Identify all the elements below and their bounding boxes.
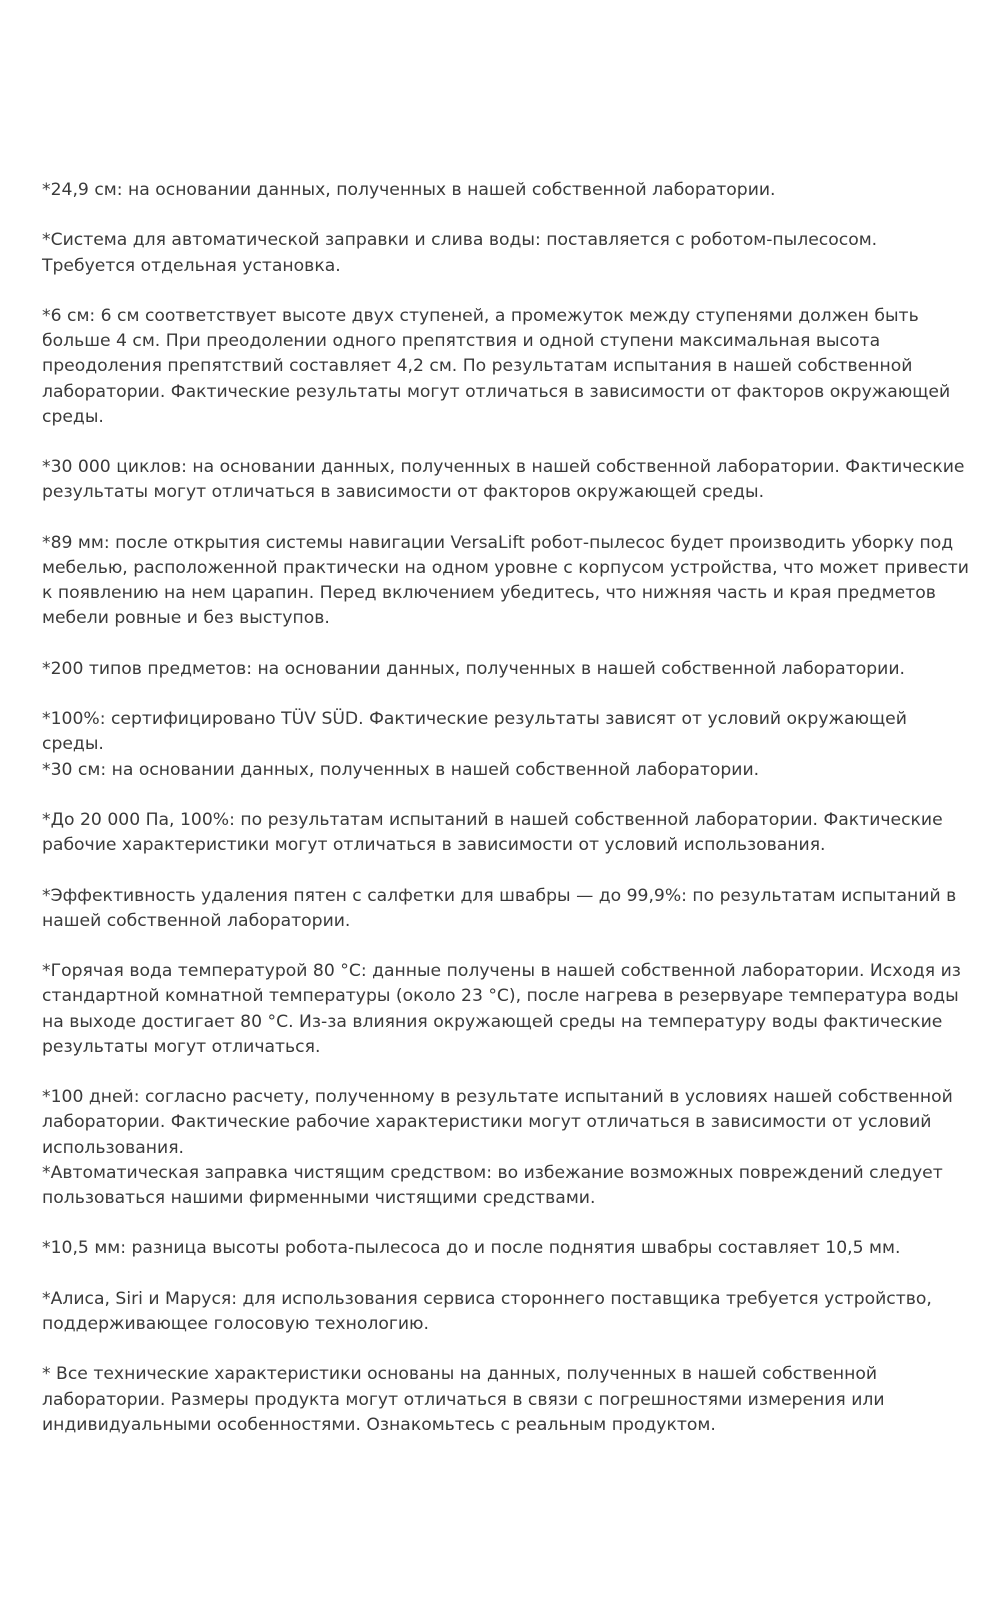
footnote-mop-lift: *10,5 мм: разница высоты робота-пылесоса до и после поднятия швабры составляет 10,5 мм. <box>42 1238 901 1259</box>
footnote-height: *24,9 см: на основании данных, полученных в нашей собственной лаборатории. <box>42 180 776 200</box>
footnote-voice-assistants: *Алиса, Siri и Маруся: для использования сервиса стороннего поставщика требуется устройство, поддерживающее голосовую технологию. <box>42 1288 932 1334</box>
footnote-cycles: *30 000 циклов: на основании данных, полученных в нашей собственной лаборатории. Фактические результаты могут отличаться в зависимости от факторов окружающей среды. <box>42 457 965 503</box>
footnote-object-types: *200 типов предметов: на основании данных, полученных в нашей собственной лаборатории. <box>42 658 905 679</box>
footnote-tuv-certification: *100%: сертифицировано TÜV SÜD. Фактические результаты зависят от условий окружающей среды. <box>42 709 907 755</box>
footnote-100-days: *100 дней: согласно расчету, полученному в результате испытаний в условиях нашей собственной лаборатории. Фактические рабочие характеристики могут отличаться в зависимости от условий использования. <box>42 1087 953 1158</box>
footnote-suction-power: *До 20 000 Па, 100%: по результатам испытаний в нашей собственной лаборатории. Фактические рабочие характеристики могут отличаться в зависимости от условий использования. <box>42 809 943 856</box>
footnote-30cm: *30 см: на основании данных, полученных в нашей собственной лаборатории. <box>42 759 760 780</box>
footnote-versalift: *89 мм: после открытия системы навигации VersaLift робот-пылесос будет производить уборку под мебелью, расположенной практически на одном уровне с корпусом устройства, что может привести к появлению на нем царапин. Перед включением убедитесь, что нижняя часть и края предметов мебели ровные и без выступов. <box>42 532 969 629</box>
footnote-hot-water: *Горячая вода температурой 80 °C: данные получены в нашей собственной лаборатории. Исходя из стандартной комнатной температуры (около 23 °C), после нагрева в резервуаре температура воды на выходе достигает 80 °C. Из-за влияния окружающей среды на температуру воды фактические результаты могут отличаться. <box>42 961 961 1057</box>
footnote-obstacle-height: *6 см: 6 см соответствует высоте двух ступеней, а промежуток между ступенями должен быть больше 4 см. При преодолении одного препятствия и одной ступени максимальная высота преодоления препятствий составляет 4,2 см. По результатам испытания в нашей собственной лаборатории. Фактические результаты могут отличаться в зависимости от факторов окружающей среды. <box>42 305 951 427</box>
footnote-stain-removal: *Эффективность удаления пятен с салфетки для швабры — до 99,9%: по результатам испытаний в нашей собственной лаборатории. <box>42 885 957 931</box>
footnote-detergent: *Автоматическая заправка чистящим средством: во избежание возможных повреждений следует пользоваться нашими фирменными чистящими средствами. <box>42 1162 943 1208</box>
footnotes-section <box>42 178 972 1438</box>
footnote-general-disclaimer: * Все технические характеристики основаны на данных, полученных в нашей собственной лаборатории. Размеры продукта могут отличаться в связи с погрешностями измерения или индивидуальными особенностями. Ознакомьтесь с реальным продуктом. <box>42 1364 885 1435</box>
footnote-auto-water-system: *Система для автоматической заправки и слива воды: поставляется с роботом-пылесосом. Требуется отдельная установка. <box>42 230 878 276</box>
